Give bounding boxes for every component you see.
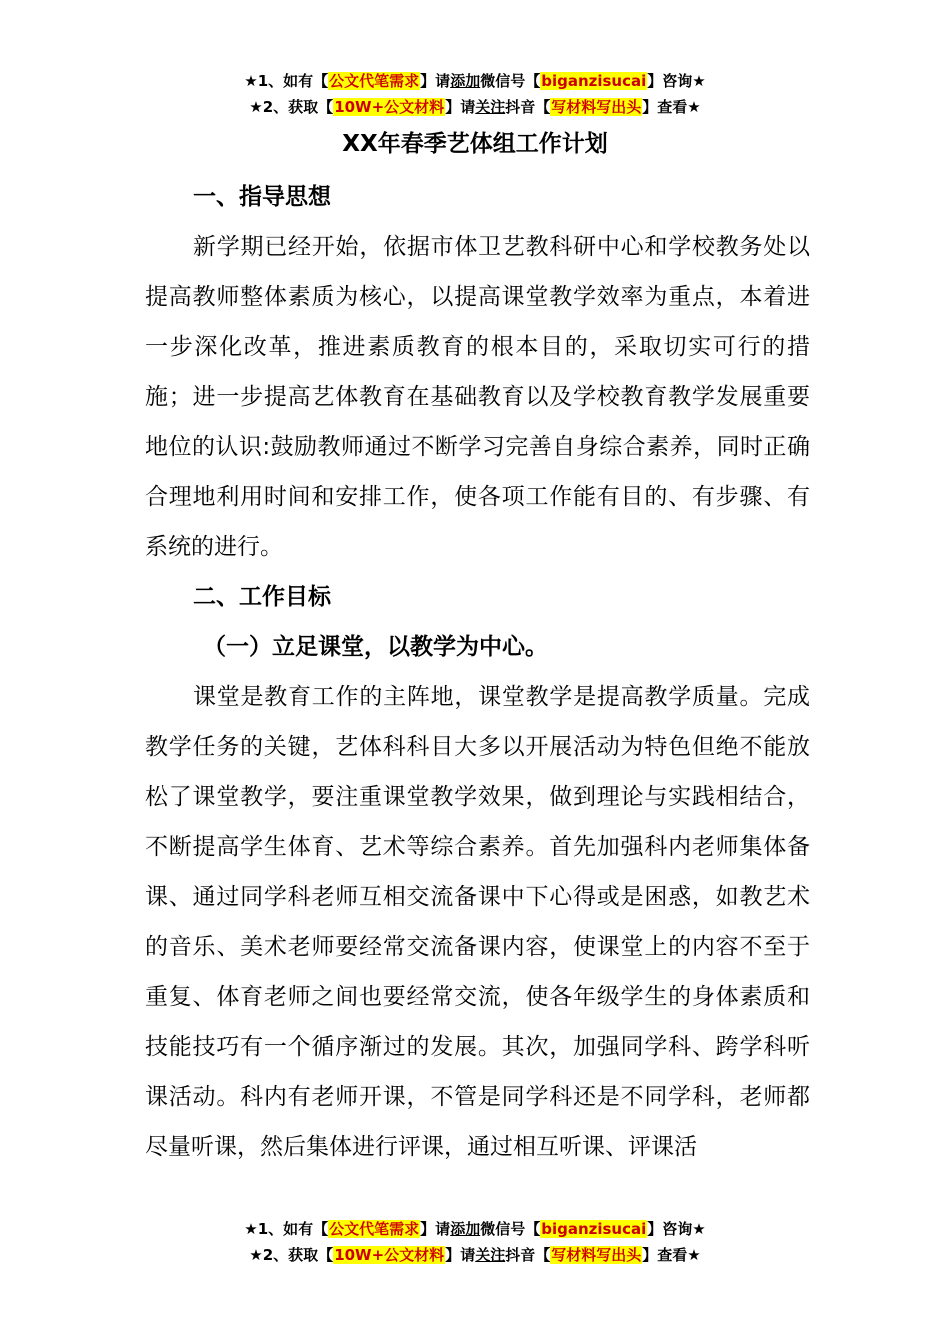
paragraph-guiding-ideology: 新学期已经开始，依据市体卫艺教科研中心和学校教务处以提高教师整体素质为核心，以提高课堂教学效率为重点，本着进一步深化改革，推进素质教育的根本目的，采取切实可行的措施；进一步提高艺体教育在基础教育以及学校教育教学发展重要地位的认识:鼓励教师通过不断学习完善自身综合素养，同时正确合理地利用时间和安排工作，使各项工作能有目的、有步骤、有系统的进行。 [145,234,810,560]
highlight-materials: 10W+公文材料 [334,98,445,116]
subsection-heading-classroom: （一）立足课堂，以教学为中心。 [203,634,548,660]
document-title: XX年春季艺体组工作计划 [342,131,608,157]
highlight-douyin-account: 写材料写出头 [551,98,642,116]
header-banner [0,68,950,120]
banner-line-1: ★1、如有【公文代笔需求】请添加微信号【biganzisucai】咨询★ [244,72,706,90]
highlight-wechat-id: biganzisucai [541,1220,647,1238]
highlight-service: 公文代笔需求 [329,72,420,90]
highlight-wechat-id: biganzisucai [541,72,647,90]
banner-line-1: ★1、如有【公文代笔需求】请添加微信号【biganzisucai】咨询★ [244,1220,706,1238]
highlight-service: 公文代笔需求 [329,1220,420,1238]
document-body [145,172,810,1172]
highlight-materials: 10W+公文材料 [334,1246,445,1264]
footer-banner [0,1216,950,1268]
star-icon: ★ [249,1246,263,1264]
star-icon: ★ [244,72,258,90]
section-heading-work-goals: 二、工作目标 [193,584,331,610]
highlight-douyin-account: 写材料写出头 [551,1246,642,1264]
paragraph-classroom: 课堂是教育工作的主阵地，课堂教学是提高教学质量。完成教学任务的关键，艺体科科目大多以开展活动为特色但绝不能放松了课堂教学，要注重课堂教学效果，做到理论与实践相结合，不断提高学生体育、艺术等综合素养。首先加强科内老师集体备课、通过同学科老师互相交流备课中下心得或是困惑，如教艺术的音乐、美术老师要经常交流备课内容，使课堂上的内容不至于重复、体育老师之间也要经常交流，使各年级学生的身体素质和技能技巧有一个循序渐过的发展。其次，加强同学科、跨学科听课活动。科内有老师开课，不管是同学科还是不同学科，老师都尽量听课，然后集体进行评课，通过相互听课、评课活 [145,684,810,1160]
star-icon: ★ [249,98,263,116]
banner-line-2: ★2、获取【10W+公文材料】请关注抖音【写材料写出头】查看★ [249,1246,701,1264]
banner-line-2: ★2、获取【10W+公文材料】请关注抖音【写材料写出头】查看★ [249,98,701,116]
section-heading-guiding-ideology: 一、指导思想 [193,184,331,210]
star-icon: ★ [244,1220,258,1238]
